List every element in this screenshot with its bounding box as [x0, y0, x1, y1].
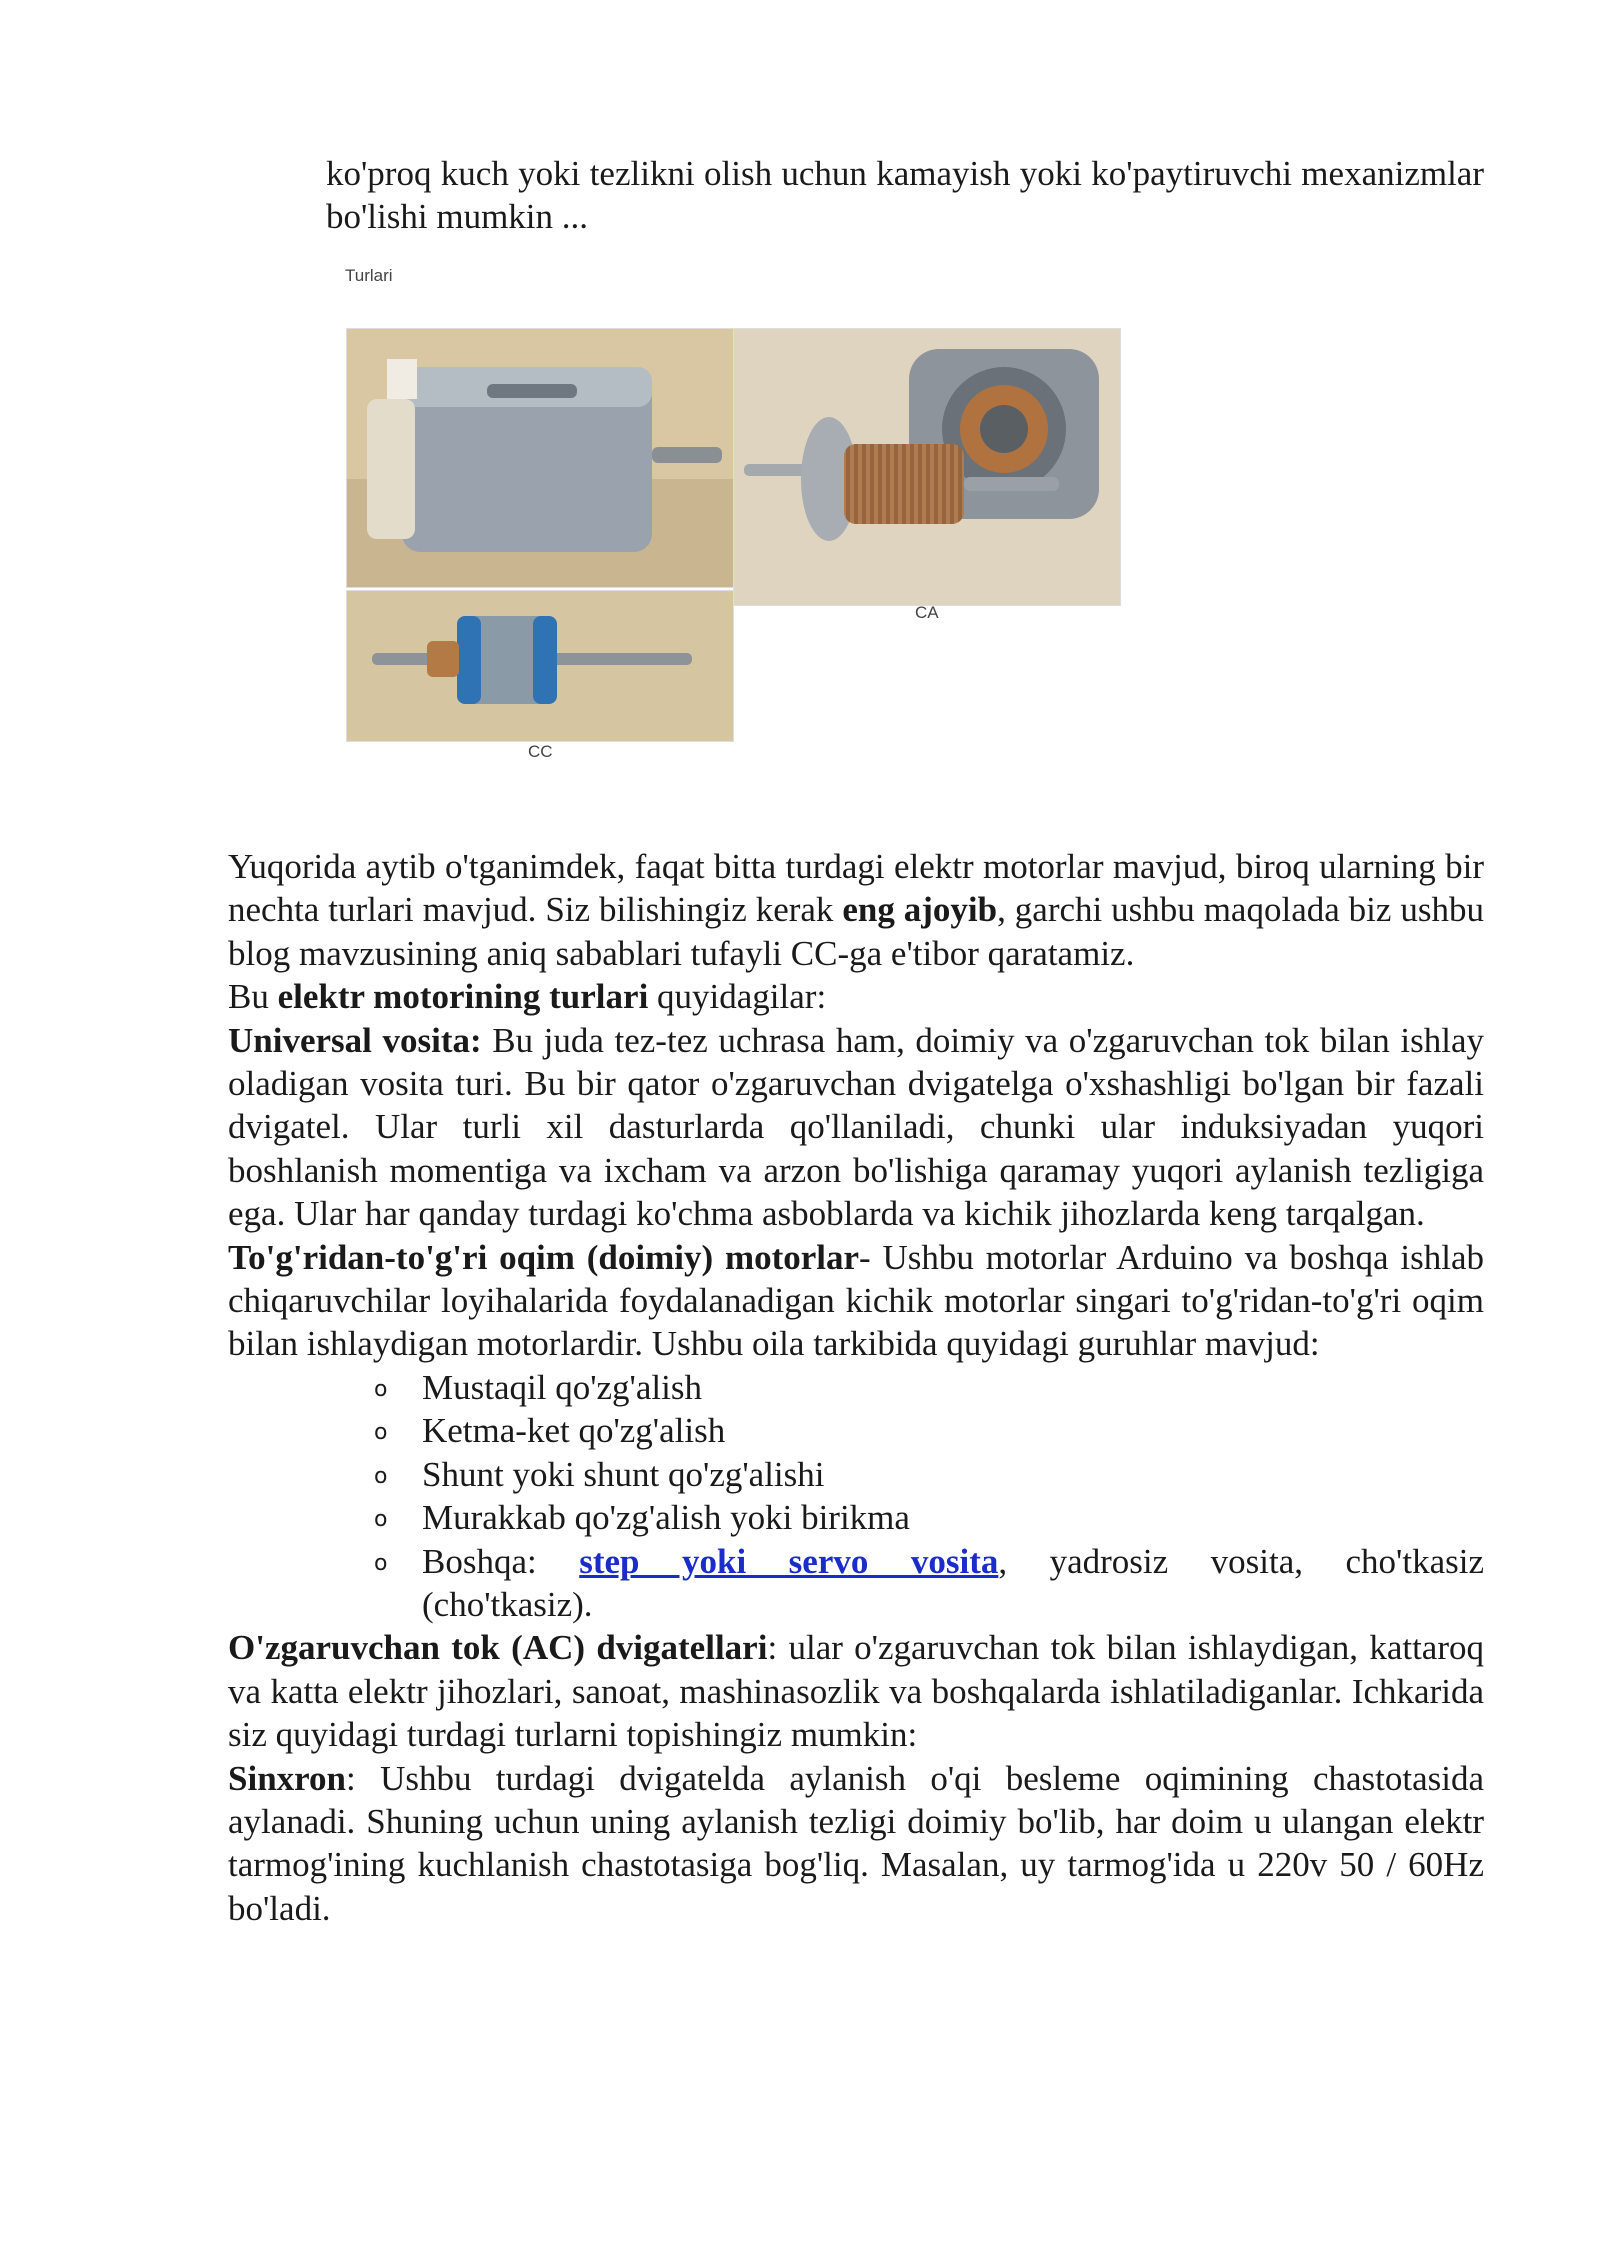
figure-label-cc: CC — [528, 742, 553, 761]
list-item: o Shunt yoki shunt qo'zg'alishi — [422, 1453, 1484, 1496]
list-item: o Murakkab qo'zg'alish yoki birikma — [422, 1496, 1484, 1539]
ac-motor-illustration — [734, 329, 1120, 605]
figure-title: Turlari — [345, 266, 393, 285]
heading-synchronous: Sinxron — [228, 1758, 347, 1798]
dc-motor-illustration — [347, 329, 733, 587]
bullet-marker: o — [374, 1550, 388, 1576]
heading-universal-motor: Universal vosita: — [228, 1020, 482, 1060]
list-item: o Boshqa: step yoki servo vosita, yadrosiz vosita, cho'tkasiz (cho'tkasiz). — [374, 1541, 1484, 1624]
paragraph-types-list-lead: Bu elektr motorining turlari quyidagilar: — [228, 977, 827, 1017]
intro-text: ko'proq kuch yoki tezlikni olish uchun kamayish yoki ko'paytiruvchi mexanizmlar bo'lishi mumkin ... — [326, 154, 1484, 237]
intro-paragraph — [326, 152, 1484, 239]
bullet-marker: o — [374, 1507, 388, 1533]
dc-motor-photo — [346, 328, 734, 588]
list-item: o Ketma-ket qo'zg'alish — [422, 1409, 1484, 1452]
rotor-illustration — [347, 591, 733, 741]
paragraph-ac-motors: O'zgaruvchan tok (AC) dvigatellari: ular o'zgaruvchan tok bilan ishlaydigan, kattaroq va katta elektr jihozlari, sanoat, mashinasozlik va boshqalarda ishlatiladiganlar. Ichkarida siz quyidagi turdagi turlarni topishingiz mumkin: — [228, 1628, 1484, 1755]
main-body — [228, 845, 1484, 1930]
figure-label-ca: CA — [915, 603, 939, 622]
paragraph-universal-motor: Universal vosita: Bu juda tez-tez uchrasa ham, doimiy va o'zgaruvchan tok bilan ishlay oladigan vosita turi. Bu bir qator o'zgaruvchan dvigatelga o'xshashligi bo'lgan bir fazali dvigatel. Ular turli xil dasturlarda qo'llaniladi, chunki ular induksiyadan yuqori boshlanish momentiga va ixcham va arzon bo'lishiga qaramay yuqori aylanish tezligiga ega. Ular har qanday turdagi ko'chma asboblarda va kichik jihozlarda keng tarqalgan. — [228, 1020, 1484, 1234]
dc-motor-groups-list — [374, 1366, 1484, 1626]
step-servo-motor-link[interactable]: step yoki servo vosita — [579, 1541, 999, 1581]
list-item: o Mustaqil qo'zg'alish — [422, 1366, 1484, 1409]
emphasis-motor-types: elektr motorining turlari — [277, 977, 649, 1017]
rotor-photo — [346, 590, 734, 742]
paragraph-synchronous: Sinxron: Ushbu turdagi dvigatelda aylanish o'qi besleme oqimining chastotasida aylanadi. Shuning uchun uning aylanish tezligi doimiy bo'lib, har doim u ulangan elektr tarmog'ining kuchlanish chastotasiga bog'liq. Masalan, uy tarmog'ida u 220v 50 / 60Hz bo'ladi. — [228, 1758, 1484, 1928]
emphasis-eng-ajoyib: eng ajoyib — [842, 890, 998, 930]
paragraph-dc-motors: To'g'ridan-to'g'ri oqim (doimiy) motorlar- Ushbu motorlar Arduino va boshqa ishlab chiqaruvchilar loyihalarida foydalanadigan kichik motorlar singari to'g'ridan-to'g'ri oqim bilan ishlaydigan motorlardir. Ushbu oila tarkibida quyidagi guruhlar mavjud: — [228, 1237, 1484, 1364]
paragraph-intro-types: Yuqorida aytib o'tganimdek, faqat bitta turdagi elektr motorlar mavjud, biroq ularning bir nechta turlari mavjud. Siz bilishingiz kerak eng ajoyib, garchi ushbu maqolada biz ushbu blog mavzusining aniq sabablari tufayli CC-ga e'tibor qaratamiz. — [228, 847, 1484, 973]
heading-ac-motors: O'zgaruvchan tok (AC) dvigatellari — [228, 1628, 768, 1668]
heading-dc-motors: To'g'ridan-to'g'ri oqim (doimiy) motorlar — [228, 1237, 860, 1277]
bullet-marker: o — [374, 1376, 388, 1402]
bullet-marker: o — [374, 1420, 388, 1446]
ac-motor-photo — [733, 328, 1121, 606]
bullet-marker: o — [374, 1463, 388, 1489]
